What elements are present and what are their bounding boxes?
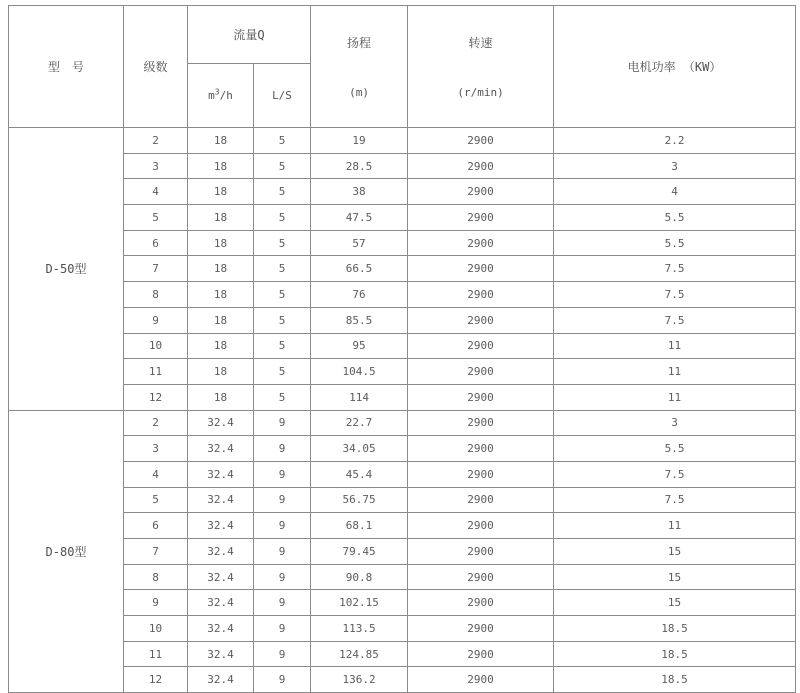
header-speed: [408, 6, 554, 128]
table-cell: 19: [311, 128, 408, 154]
header-head-label: 扬程: [347, 36, 372, 50]
table-cell: 18: [188, 230, 254, 256]
table-cell: 9: [124, 307, 188, 333]
table-cell: 32.4: [188, 667, 254, 693]
table-row: [9, 487, 796, 513]
flow-unit-rest: /h: [219, 88, 233, 102]
table-cell: 2900: [408, 487, 554, 513]
table-cell: 22.7: [311, 410, 408, 436]
table-cell: 32.4: [188, 641, 254, 667]
table-cell: 15: [554, 564, 796, 590]
table-cell: 9: [254, 667, 311, 693]
table-cell: 32.4: [188, 590, 254, 616]
table-cell: 18.5: [554, 667, 796, 693]
table-row: [9, 205, 796, 231]
table-cell: 2900: [408, 256, 554, 282]
table-cell: 9: [124, 590, 188, 616]
table-row: [9, 153, 796, 179]
table-cell: 47.5: [311, 205, 408, 231]
table-cell: 8: [124, 564, 188, 590]
table-row: [9, 590, 796, 616]
table-cell: 5: [254, 359, 311, 385]
table-cell: 2900: [408, 410, 554, 436]
table-cell: 12: [124, 667, 188, 693]
header-model: 型 号: [9, 6, 124, 128]
header-flow-ls: L/S: [254, 63, 311, 127]
table-cell: 95: [311, 333, 408, 359]
header-head: [311, 6, 408, 128]
table-cell: 2900: [408, 667, 554, 693]
table-cell: 32.4: [188, 436, 254, 462]
table-row: [9, 307, 796, 333]
table-cell: 32.4: [188, 539, 254, 565]
table-cell: 5.5: [554, 230, 796, 256]
table-cell: 2900: [408, 590, 554, 616]
model-cell: D-80型: [9, 410, 124, 693]
table-cell: 9: [254, 436, 311, 462]
table-cell: 2900: [408, 128, 554, 154]
table-cell: 11: [554, 384, 796, 410]
header-head-unit: (m): [349, 86, 369, 99]
table-cell: 2: [124, 410, 188, 436]
table-cell: 28.5: [311, 153, 408, 179]
header-speed-label: 转速: [468, 36, 493, 50]
table-cell: 7.5: [554, 282, 796, 308]
table-cell: 7.5: [554, 307, 796, 333]
table-cell: 18: [188, 256, 254, 282]
table-cell: 32.4: [188, 513, 254, 539]
table-cell: 2900: [408, 384, 554, 410]
table-cell: 6: [124, 230, 188, 256]
model-cell: D-50型: [9, 128, 124, 411]
table-cell: 3: [554, 410, 796, 436]
table-cell: 2.2: [554, 128, 796, 154]
table-cell: 5: [254, 333, 311, 359]
table-cell: 79.45: [311, 539, 408, 565]
table-cell: 32.4: [188, 564, 254, 590]
table-row: [9, 436, 796, 462]
flow-unit-sup: 3: [214, 87, 220, 97]
table-cell: 5: [254, 153, 311, 179]
table-cell: 18: [188, 333, 254, 359]
table-cell: 2900: [408, 230, 554, 256]
table-row: [9, 359, 796, 385]
table-cell: 7.5: [554, 461, 796, 487]
table-cell: 2900: [408, 359, 554, 385]
table-cell: 15: [554, 590, 796, 616]
table-cell: 18: [188, 282, 254, 308]
table-cell: 9: [254, 590, 311, 616]
table-cell: 32.4: [188, 461, 254, 487]
table-cell: 124.85: [311, 641, 408, 667]
table-row: [9, 616, 796, 642]
table-row: [9, 230, 796, 256]
table-cell: 32.4: [188, 487, 254, 513]
table-cell: 2900: [408, 333, 554, 359]
table-cell: 2900: [408, 564, 554, 590]
table-cell: 10: [124, 616, 188, 642]
table-cell: 57: [311, 230, 408, 256]
table-cell: 102.15: [311, 590, 408, 616]
table-row: [9, 539, 796, 565]
table-cell: 66.5: [311, 256, 408, 282]
table-cell: 5.5: [554, 205, 796, 231]
table-cell: 15: [554, 539, 796, 565]
table-cell: 5: [254, 205, 311, 231]
table-cell: 4: [124, 179, 188, 205]
table-cell: 18.5: [554, 616, 796, 642]
table-cell: 5: [254, 282, 311, 308]
table-cell: 18: [188, 384, 254, 410]
table-cell: 2900: [408, 461, 554, 487]
table-body: [9, 128, 796, 693]
header-power: 电机功率 （KW）: [554, 6, 796, 128]
table-row: [9, 282, 796, 308]
table-cell: 136.2: [311, 667, 408, 693]
table-cell: 18: [188, 179, 254, 205]
table-cell: 114: [311, 384, 408, 410]
table-cell: 9: [254, 539, 311, 565]
table-cell: 2900: [408, 179, 554, 205]
table-cell: 18: [188, 153, 254, 179]
table-cell: 5: [124, 487, 188, 513]
table-cell: 9: [254, 564, 311, 590]
pump-spec-table: [8, 5, 796, 693]
table-cell: 7: [124, 256, 188, 282]
table-cell: 68.1: [311, 513, 408, 539]
table-row: [9, 564, 796, 590]
table-cell: 9: [254, 487, 311, 513]
table-cell: 2900: [408, 307, 554, 333]
table-cell: 10: [124, 333, 188, 359]
table-cell: 7: [124, 539, 188, 565]
table-cell: 9: [254, 641, 311, 667]
table-cell: 2900: [408, 436, 554, 462]
table-row: [9, 333, 796, 359]
table-cell: 113.5: [311, 616, 408, 642]
table-cell: 38: [311, 179, 408, 205]
table-cell: 9: [254, 410, 311, 436]
table-cell: 45.4: [311, 461, 408, 487]
table-cell: 104.5: [311, 359, 408, 385]
table-cell: 11: [124, 641, 188, 667]
table-cell: 18.5: [554, 641, 796, 667]
table-row: [9, 641, 796, 667]
table-cell: 18: [188, 307, 254, 333]
table-cell: 2900: [408, 539, 554, 565]
table-row: [9, 256, 796, 282]
table-cell: 9: [254, 461, 311, 487]
table-cell: 18: [188, 205, 254, 231]
table-cell: 5: [254, 256, 311, 282]
table-cell: 5.5: [554, 436, 796, 462]
table-cell: 2: [124, 128, 188, 154]
header-stages: 级数: [124, 6, 188, 128]
table-cell: 2900: [408, 153, 554, 179]
header-speed-unit: (r/min): [457, 86, 504, 99]
table-cell: 5: [254, 384, 311, 410]
table-cell: 2900: [408, 513, 554, 539]
table-cell: 4: [124, 461, 188, 487]
table-row: [9, 410, 796, 436]
table-cell: 7.5: [554, 256, 796, 282]
table-cell: 9: [254, 616, 311, 642]
table-row: [9, 384, 796, 410]
table-cell: 11: [124, 359, 188, 385]
table-cell: 8: [124, 282, 188, 308]
table-cell: 3: [124, 153, 188, 179]
table-cell: 5: [254, 230, 311, 256]
table-cell: 18: [188, 359, 254, 385]
table-cell: 3: [124, 436, 188, 462]
table-row: [9, 128, 796, 154]
table-cell: 2900: [408, 641, 554, 667]
header-flow-group: 流量Q: [188, 6, 311, 64]
table-cell: 11: [554, 359, 796, 385]
table-cell: 7.5: [554, 487, 796, 513]
table-cell: 11: [554, 513, 796, 539]
table-cell: 9: [254, 513, 311, 539]
table-row: [9, 461, 796, 487]
table-header: [9, 6, 796, 128]
table-cell: 32.4: [188, 616, 254, 642]
table-cell: 3: [554, 153, 796, 179]
table-cell: 32.4: [188, 410, 254, 436]
table-cell: 11: [554, 333, 796, 359]
table-cell: 90.8: [311, 564, 408, 590]
table-cell: 18: [188, 128, 254, 154]
table-cell: 5: [254, 307, 311, 333]
table-cell: 5: [254, 128, 311, 154]
table-cell: 4: [554, 179, 796, 205]
table-cell: 5: [124, 205, 188, 231]
table-cell: 2900: [408, 616, 554, 642]
table-cell: 76: [311, 282, 408, 308]
header-row-1: [9, 6, 796, 64]
table-cell: 5: [254, 179, 311, 205]
table-row: [9, 513, 796, 539]
flow-unit-base: m: [208, 88, 215, 102]
table-cell: 12: [124, 384, 188, 410]
table-row: [9, 667, 796, 693]
table-cell: 2900: [408, 282, 554, 308]
table-row: [9, 179, 796, 205]
table-cell: 34.05: [311, 436, 408, 462]
table-cell: 2900: [408, 205, 554, 231]
header-flow-m3h: [188, 63, 254, 127]
table-cell: 85.5: [311, 307, 408, 333]
table-cell: 56.75: [311, 487, 408, 513]
table-cell: 6: [124, 513, 188, 539]
